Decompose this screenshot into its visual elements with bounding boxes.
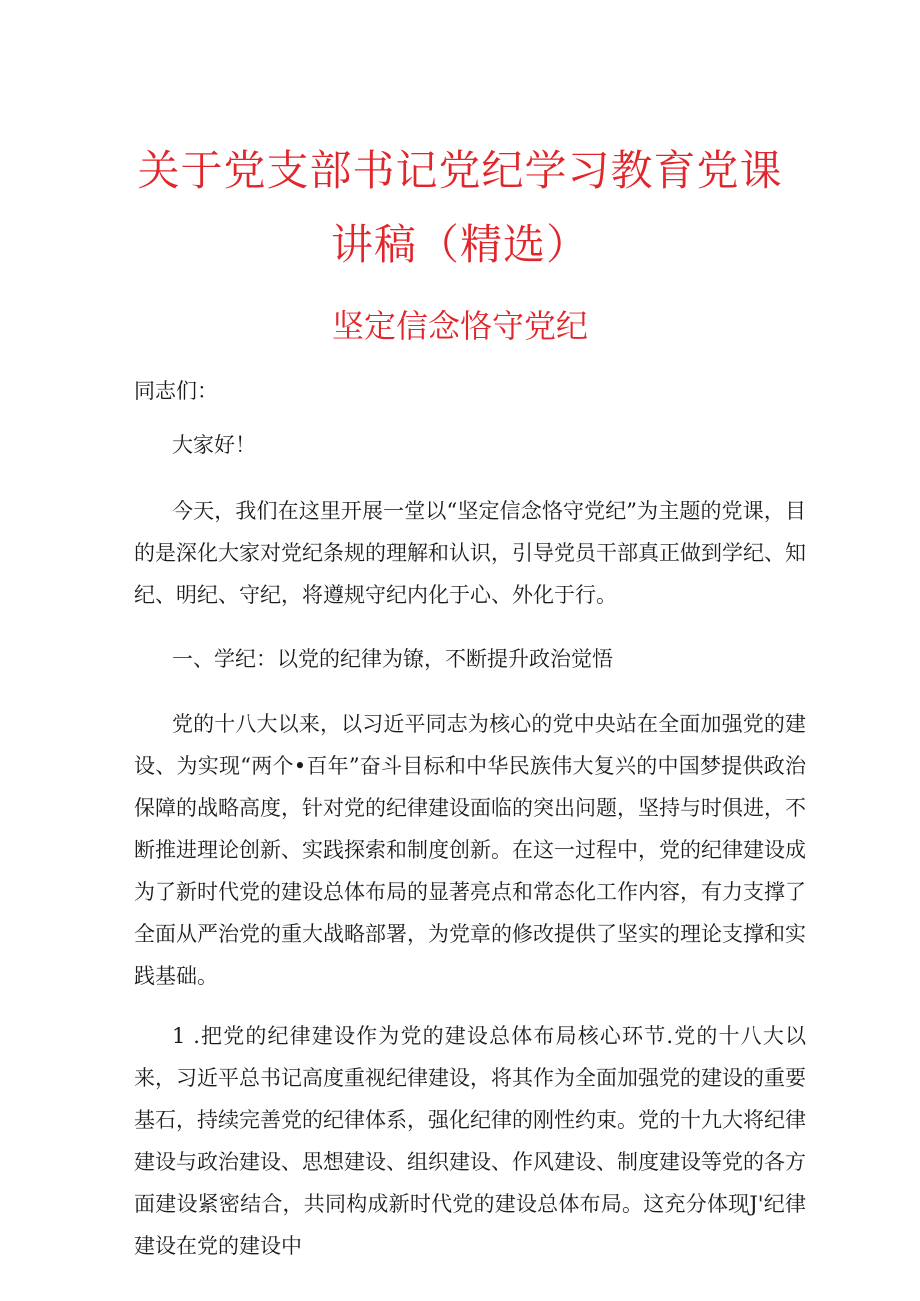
hello-line: 大家好！ bbox=[172, 433, 256, 457]
greeting: 同志们： bbox=[134, 379, 218, 403]
paragraph-intro: 今天，我们在这里开展一堂以“坚定信念恪守党纪”为主题的党课，目的是深化大家对党纪条规的理解和认识，引导党员干部真正做到学纪、知纪、明纪、守纪，将遵规守纪内化于心、外化于行。 bbox=[134, 499, 806, 607]
section-heading-1: 一、学纪：以党的纪律为镣，不断提升政治觉悟 bbox=[172, 647, 613, 671]
paragraph-section-1: 党的十八大以来，以习近平同志为核心的党中央站在全面加强党的建设、为实现“两个•百年”奋斗目标和中华民族伟大复兴的中国梦提供政治保障的战略高度，针对党的纪律建设面临的突出问题，坚持与时俱进，不断推进理论创新、实践探索和制度创新。在这一过程中，党的纪律建设成为了新时代党的建设总体布局的显著亮点和常态化工作内容，有力支撑了全面从严治党的重大战略部署，为党章的修改提供了坚实的理论支撑和实践基础。 bbox=[134, 712, 806, 988]
document-title-line-1: 关于党支部书记党纪学习教育党课 bbox=[137, 146, 783, 195]
document-subtitle: 坚定信念恪守党纪 bbox=[331, 307, 588, 345]
document-title-line-2: 讲稿（精选） bbox=[330, 220, 589, 269]
paragraph-point-1: 1 .把党的纪律建设作为党的建设总体布局核心环节.党的十八大以来，习近平总书记高度重视纪律建设，将其作为全面加强党的建设的重要基石，持续完善党的纪律体系，强化纪律的刚性约束。党的十九大将纪律建设与政治建设、思想建设、组织建设、作风建设、制度建设等党的各方面建设紧密结合，共同构成新时代党的建设总体布局。这充分体现J'纪律建设在党的建设中 bbox=[134, 1024, 806, 1258]
